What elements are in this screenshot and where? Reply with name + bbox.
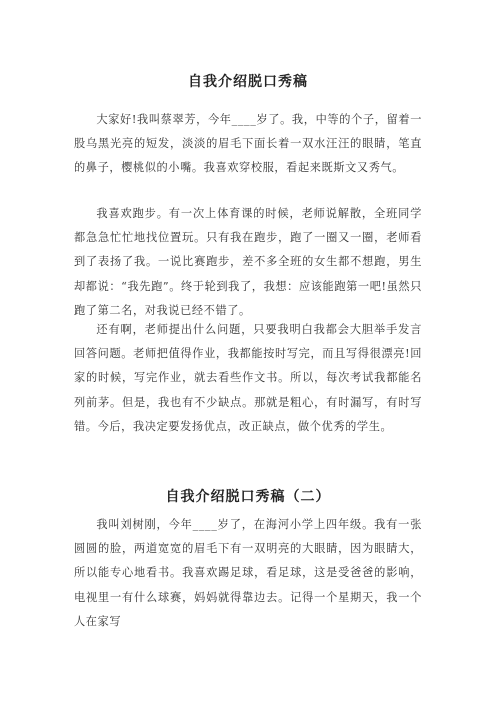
paragraph-text: 还有啊，老师提出什么问题，只要我明白我都会大胆举手发言回答问题。老师把值得作业，我都能按时写完，而且写得很漂亮!回家的时候，写完作业，就去看些作文书。所以，每次考试我都能名列前茅。但是，我也有不少缺点。那就是粗心，有时漏写，有时写错。今后，我决定要发扬优点，改正缺点，做个优秀的学生。 <box>74 323 422 433</box>
paragraph <box>74 318 422 439</box>
paragraph-text: 我喜欢跑步。有一次上体育课的时候，老师说解散，全班同学都急急忙忙地找位置玩。只有我在跑步，跑了一圈又一圈，老师看到了表扬了我。一说比赛跑步，差不多全班的女生都不想跑，男生却都说：“我先跑”。终于轮到我了，我想：应该能跑第一吧!虽然只跑了第二名，对我说已经不错了。 <box>74 207 422 317</box>
paragraph-text: 大家好!我叫蔡翠芳，今年____岁了。我，中等的个子，留着一股乌黑光亮的短发，淡淡的眉毛下面长着一双水汪汪的眼睛，笔直的鼻子，樱桃似的小嘴。我喜欢穿校服，看起来既斯文又秀气。 <box>74 113 422 175</box>
paragraph <box>74 108 422 181</box>
section-title: 自我介绍脱口秀稿（二） <box>165 489 331 505</box>
paragraph <box>74 513 422 634</box>
paragraph-text: 我叫刘树刚，今年____岁了，在海河小学上四年级。我有一张圆圆的脸，两道宽宽的眉毛下有一双明亮的大眼睛，因为眼睛大，所以能专心地看书。我喜欢踢足球，看足球，这是受爸爸的影响，电视里一有什么球赛，妈妈就得靠边去。记得一个星期天，我一个人在家写 <box>74 518 422 628</box>
paragraph <box>74 202 422 323</box>
section-title: 自我介绍脱口秀稿 <box>188 74 308 90</box>
